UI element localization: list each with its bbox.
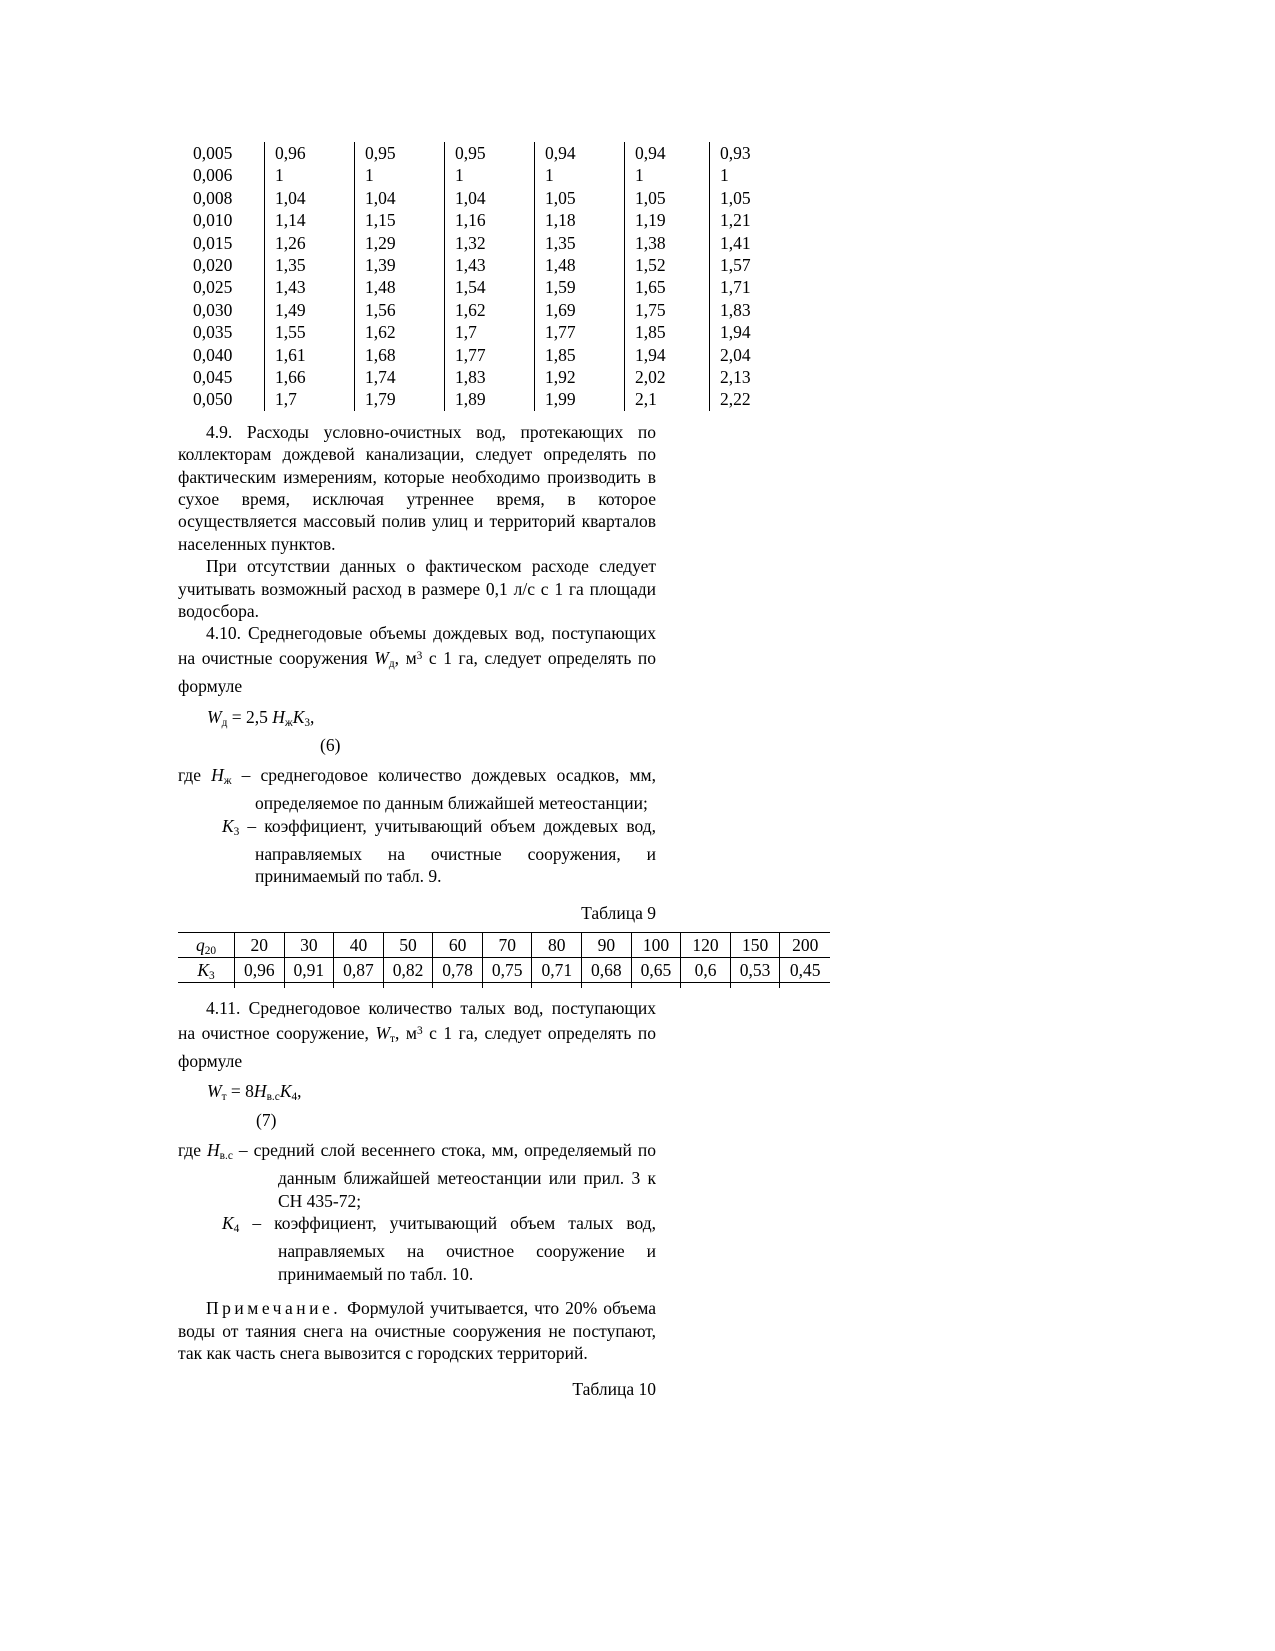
coefficient-table-cell: 0,040	[178, 344, 265, 366]
coefficient-table-cell: 2,02	[625, 366, 710, 388]
table9-cell: 0,91	[285, 958, 335, 988]
coefficient-table-cell: 0,010	[178, 209, 265, 231]
coefficient-table-cell: 0,94	[625, 142, 710, 164]
text-segment: К	[292, 706, 305, 727]
text-segment: , м	[394, 647, 417, 668]
formula-7-number: (7)	[256, 1109, 277, 1130]
coefficient-table-cell: 1,71	[720, 277, 751, 298]
text-segment: 4	[233, 1223, 240, 1236]
table9-cell: 40	[334, 933, 384, 963]
text-segment: 3	[233, 825, 240, 838]
coefficient-table-cell: 1,83	[445, 366, 535, 388]
coefficient-table-cell: 1,92	[535, 366, 625, 388]
text-segment: ,	[297, 1081, 302, 1102]
coefficient-table-cell: 1,38	[625, 232, 710, 254]
coefficient-table-cell: 1,69	[535, 299, 625, 321]
coefficient-table-row	[178, 164, 878, 186]
coefficient-table-row	[178, 344, 878, 366]
text-segment: К	[197, 960, 209, 981]
coefficient-table-cell: 1	[720, 165, 729, 186]
coefficient-table-cell: 1,79	[355, 388, 445, 410]
text-segment: W	[374, 647, 389, 668]
formula-7	[178, 1080, 656, 1108]
table9-cell: 20	[235, 933, 285, 963]
coefficient-table-cell: 1,41	[720, 232, 751, 253]
coefficient-table-cell: 1,19	[625, 209, 710, 231]
coefficient-table-row	[178, 321, 878, 343]
coefficient-table-cell: 1,21	[720, 210, 751, 231]
coefficient-table-cell: 0,94	[535, 142, 625, 164]
table9-cell: 200	[792, 935, 819, 956]
page-content	[178, 142, 878, 1409]
text-segment: ж	[223, 775, 232, 788]
coefficient-table-cell: 1,05	[720, 187, 751, 208]
table9-cell: 0,75	[483, 958, 533, 988]
coefficient-table-cell: 0,015	[178, 232, 265, 254]
paragraph-4-11	[178, 997, 656, 1072]
text-segment: где	[178, 1140, 207, 1161]
text-segment: 4.10. Среднегодовые объемы дождевых вод, поступающих на очистные сооружения	[178, 623, 656, 668]
coefficient-table-cell: 1,52	[625, 254, 710, 276]
text-segment: в.с	[266, 1091, 280, 1104]
table9-cell: 0,65	[632, 958, 682, 988]
text-segment: ,	[310, 706, 315, 727]
text-segment: где	[178, 765, 212, 786]
coefficient-table-cell: 1,48	[355, 276, 445, 298]
text-segment: Н	[253, 1081, 267, 1102]
coefficient-table-cell: 0,005	[178, 142, 265, 164]
text-segment: в.с	[219, 1149, 233, 1162]
text-segment: 3	[304, 716, 311, 729]
text-segment: д	[221, 716, 228, 729]
table10-caption: Таблица 10	[572, 1379, 656, 1400]
text-segment: , м	[394, 1022, 417, 1043]
coefficient-table-cell: 1,16	[445, 209, 535, 231]
coefficient-table-cell: 0,045	[178, 366, 265, 388]
coefficient-table-cell: 1,75	[625, 299, 710, 321]
table9-cell: 150	[731, 933, 781, 963]
coefficient-table-cell: 1,56	[355, 299, 445, 321]
coefficient-table-cell: 0,95	[445, 142, 535, 164]
coefficient-table-cell: 0,020	[178, 254, 265, 276]
where-clause-k4	[178, 1212, 656, 1285]
text-segment: Н	[272, 706, 285, 727]
where-clause-k3	[178, 815, 656, 888]
coefficient-table-row	[178, 276, 878, 298]
coefficient-table-cell: 2,1	[625, 388, 710, 410]
text-segment: 4	[291, 1091, 298, 1104]
table9-cell: 0,6	[681, 958, 731, 988]
coefficient-table-cell: 0,008	[178, 187, 265, 209]
text-segment: К	[222, 1213, 234, 1234]
table9-cell: 60	[433, 933, 483, 963]
table9-cell: 30	[285, 933, 335, 963]
coefficient-table-cell: 1,99	[535, 388, 625, 410]
coefficient-table-cell: 1,77	[535, 321, 625, 343]
coefficient-table-cell: 1,29	[355, 232, 445, 254]
text-segment: – коэффициент, учитывающий объем талых вод, направляемых на очистное сооружение и принимаемый по табл. 10.	[239, 1213, 656, 1284]
coefficient-table-cell: 0,95	[355, 142, 445, 164]
table9-cell: 100	[632, 933, 682, 963]
text-segment: К	[279, 1081, 292, 1102]
text-segment: q	[195, 935, 205, 956]
coefficient-table-row	[178, 209, 878, 231]
text-segment: т	[390, 1032, 395, 1045]
coefficient-table-cell: 1,54	[445, 276, 535, 298]
coefficient-table-cell: 2,13	[720, 366, 751, 387]
coefficient-table-cell: 1,85	[535, 344, 625, 366]
coefficient-table-cell: 1,66	[265, 366, 355, 388]
coefficient-table-row	[178, 299, 878, 321]
text-segment: – среднегодовое количество дождевых осадков, мм, определяемое по данным ближайшей метеостанции;	[231, 765, 657, 814]
coefficient-table-row	[178, 366, 878, 388]
coefficient-table-cell: 1,39	[355, 254, 445, 276]
where-clause-nvs	[178, 1139, 656, 1212]
coefficient-table-cell: 1,68	[355, 344, 445, 366]
coefficient-table-cell: 1,65	[625, 276, 710, 298]
coefficient-table-cell: 0,050	[178, 388, 265, 410]
coefficient-table-cell: 1,32	[445, 232, 535, 254]
coefficient-table-row	[178, 232, 878, 254]
text-segment: – средний слой весеннего стока, мм, определяемый по данным ближайшей метеостанции или прил. 3 к СН 435-72;	[232, 1140, 656, 1211]
formula-6-number: (6)	[320, 734, 341, 755]
coefficient-table-cell: 1	[265, 164, 355, 186]
coefficient-table-cell: 1,43	[445, 254, 535, 276]
text-segment: Формулой учитывается, что 20% объема воды от таяния снега на очистные сооружения не поступают, так как часть снега вывозится с городских территорий.	[178, 1298, 656, 1364]
text-segment: д	[388, 657, 395, 670]
coefficient-table-cell: 1	[355, 164, 445, 186]
coefficient-table-cell: 1,18	[535, 209, 625, 231]
coefficient-table-cell: 1,48	[535, 254, 625, 276]
text-segment: с 1 га, следует определять по формуле	[178, 647, 657, 697]
coefficient-table-cell: 1,04	[445, 187, 535, 209]
table9-cell: 0,82	[384, 958, 434, 988]
coefficient-table-cell: 2,22	[720, 389, 751, 410]
text-column-2	[178, 997, 656, 1401]
coefficient-table-row	[178, 254, 878, 276]
coefficient-table-cell: 1,83	[720, 299, 751, 320]
paragraph-4-10	[178, 622, 656, 697]
text-segment: ж	[284, 716, 293, 729]
table9-cell: 0,96	[235, 958, 285, 988]
table9-cell: 0,53	[731, 958, 781, 988]
table9-cell: 50	[384, 933, 434, 963]
text-column	[178, 421, 656, 925]
coefficient-table-cell: 1,14	[265, 209, 355, 231]
text-segment: К	[222, 815, 234, 836]
text-segment: 3	[208, 970, 215, 983]
coefficient-table-cell: 1,62	[445, 299, 535, 321]
coefficient-table-cell: 1	[535, 164, 625, 186]
coefficient-table-cell: 0,006	[178, 164, 265, 186]
table9-cell: 90	[582, 933, 632, 963]
formula-6	[178, 706, 656, 734]
text-segment: W	[207, 1081, 222, 1102]
table9-cell: 120	[681, 933, 731, 963]
coefficient-table-cell: 1,74	[355, 366, 445, 388]
coefficient-table-cell: 0,030	[178, 299, 265, 321]
coefficient-table-cell: 1,77	[445, 344, 535, 366]
coefficient-table-cell: 0,025	[178, 276, 265, 298]
coefficient-table-cell: 1	[625, 164, 710, 186]
text-segment: = 2,5	[227, 706, 273, 727]
coefficient-table-cell: 1,85	[625, 321, 710, 343]
coefficient-table-cell: 1,49	[265, 299, 355, 321]
coefficient-table-cell: 1	[445, 164, 535, 186]
coefficient-table-cell: 1,7	[445, 321, 535, 343]
text-segment: 20	[204, 945, 217, 958]
note-paragraph	[178, 1297, 656, 1364]
table9-row	[178, 957, 830, 982]
text-segment: т	[221, 1091, 227, 1104]
coefficient-table-cell: 1,94	[625, 344, 710, 366]
coefficient-table-cell: 1,62	[355, 321, 445, 343]
text-segment: 4.11. Среднегодовое количество талых вод, поступающих на очистное сооружение,	[178, 998, 656, 1043]
coefficient-table-cell: 0,035	[178, 321, 265, 343]
coefficient-table-cell: 1,04	[265, 187, 355, 209]
table9-cell: 0,71	[532, 958, 582, 988]
coefficient-table-cell: 1,35	[535, 232, 625, 254]
coefficient-table-cell: 1,59	[535, 276, 625, 298]
coefficient-table-cell: 2,04	[720, 344, 751, 365]
coefficient-table-row	[178, 388, 878, 410]
coefficient-table-cell: 1,15	[355, 209, 445, 231]
coefficient-table-cell: 1,55	[265, 321, 355, 343]
text-segment: с 1 га, следует определять по формуле	[178, 1022, 656, 1072]
text-segment: Н	[211, 765, 224, 786]
text-segment: Примечание.	[206, 1298, 342, 1319]
text-segment: W	[375, 1022, 391, 1043]
coefficient-table-cell: 1,05	[535, 187, 625, 209]
table9	[178, 932, 830, 983]
text-segment: Н	[206, 1140, 220, 1161]
coefficient-table-cell: 1,61	[265, 344, 355, 366]
coefficient-table-cell: 1,57	[720, 254, 751, 275]
coefficient-table-cell: 1,05	[625, 187, 710, 209]
text-segment: W	[207, 706, 222, 727]
coefficient-table-cell: 1,94	[720, 322, 751, 343]
table9-cell: 80	[532, 933, 582, 963]
paragraph-4-9-note: При отсутствии данных о фактическом расходе следует учитывать возможный расход в размере 0,1 л/с с 1 га площади водосбора.	[178, 556, 656, 621]
coefficient-table-cell: 0,93	[720, 143, 751, 163]
coefficient-table-cell: 1,7	[265, 388, 355, 410]
text-segment: – коэффициент, учитывающий объем дождевых вод, направляемых на очистные сооружения, и принимаемый по табл. 9.	[239, 815, 656, 887]
where-clause-nzh	[178, 764, 656, 815]
table9-caption: Таблица 9	[581, 902, 656, 923]
coefficient-table-cell: 1,89	[445, 388, 535, 410]
text-segment: 3	[416, 1024, 423, 1037]
coefficient-table-cell: 1,26	[265, 232, 355, 254]
table9-label-cell	[178, 958, 235, 988]
coefficient-table-cell: 1,35	[265, 254, 355, 276]
text-segment: = 8	[226, 1081, 254, 1102]
text-segment: 3	[416, 649, 423, 662]
table9-cell: 70	[483, 933, 533, 963]
paragraph-4-9: 4.9. Расходы условно-очистных вод, протекающих по коллекторам дождевой канализации, следует определять по фактическим измерениям, которые необходимо производить в сухое время, исключая утреннее время, в которое осуществляется массовый полив улиц и территорий кварталов населенных пунктов.	[178, 421, 656, 554]
coefficient-table	[178, 142, 878, 411]
table9-cell: 0,68	[582, 958, 632, 988]
coefficient-table-row	[178, 187, 878, 209]
table9-row	[178, 933, 830, 957]
table9-cell: 0,87	[334, 958, 384, 988]
coefficient-table-row	[178, 142, 878, 164]
table9-cell: 0,45	[789, 960, 821, 981]
table9-cell: 0,78	[433, 958, 483, 988]
coefficient-table-cell: 0,96	[265, 142, 355, 164]
coefficient-table-cell: 1,43	[265, 276, 355, 298]
coefficient-table-cell: 1,04	[355, 187, 445, 209]
